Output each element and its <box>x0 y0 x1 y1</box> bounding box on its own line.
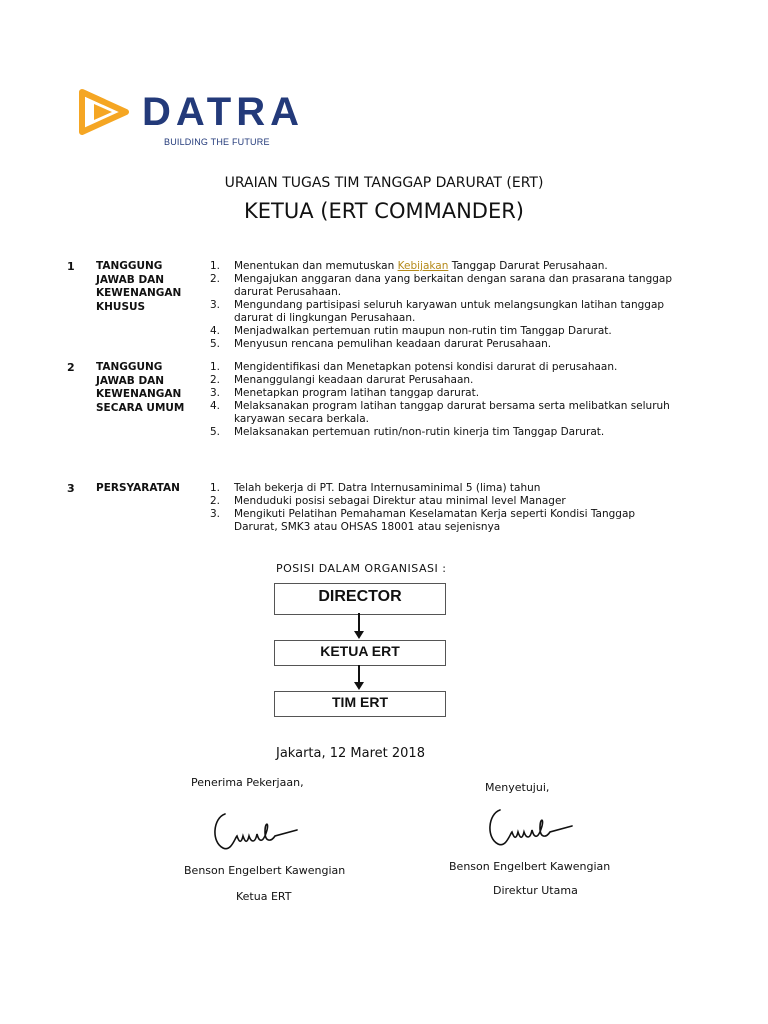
list-item <box>206 482 676 495</box>
list-item <box>206 299 676 325</box>
datra-logo-mark <box>76 88 136 136</box>
section-3-label: PERSYARATAN <box>96 482 180 494</box>
item-text: Mengundang partisipasi seluruh karyawan untuk melangsungkan latihan tanggap darurat di lingkungan Perusahaan. <box>234 299 665 324</box>
document-subtitle: URAIAN TUGAS TIM TANGGAP DARURAT (ERT) <box>224 175 544 191</box>
item-text: Menduduki posisi sebagai Direktur atau minimal level Manager <box>234 495 566 507</box>
right-signer-name: Benson Engelbert Kawengian <box>449 860 611 873</box>
section-2-label: TANGGUNG JAWAB DAN KEWENANGAN SECARA UMUM <box>96 361 185 414</box>
list-item <box>206 273 676 299</box>
logo-wordmark: DATRA <box>142 90 305 134</box>
list-item <box>206 361 676 374</box>
arrow-down-icon <box>354 631 364 639</box>
item-number: 3. <box>210 508 221 520</box>
item-number: 5. <box>210 426 221 438</box>
list-item <box>206 495 676 508</box>
section-1-number: 1 <box>67 260 75 273</box>
item-number: 3. <box>210 299 221 311</box>
document-title: KETUA (ERT COMMANDER) <box>243 199 525 223</box>
list-item <box>206 260 676 273</box>
item-text: Melaksanakan pertemuan rutin/non-rutin kinerja tim Tanggap Darurat. <box>234 426 605 438</box>
item-text: Telah bekerja di PT. Datra Internusaminimal 5 (lima) tahun <box>234 482 541 494</box>
org-box-tim-ert: TIM ERT <box>274 691 446 717</box>
list-item <box>206 387 676 400</box>
right-signature-heading: Menyetujui, <box>485 781 550 794</box>
left-signer-role: Ketua ERT <box>236 890 292 903</box>
list-item <box>206 338 676 351</box>
item-number: 1. <box>210 361 221 373</box>
item-text: Melaksanakan program latihan tanggap darurat bersama serta melibatkan seluruh karyawan secara berkala. <box>234 400 670 425</box>
item-text: Menyusun rencana pemulihan keadaan darurat Perusahaan. <box>234 338 552 350</box>
item-text: Tanggap Darurat Perusahaan. <box>448 260 608 272</box>
list-item <box>206 508 676 534</box>
org-box-director: DIRECTOR <box>274 583 446 615</box>
list-item <box>206 374 676 387</box>
left-signer-name: Benson Engelbert Kawengian <box>184 864 346 877</box>
item-number: 1. <box>210 482 221 494</box>
section-3-number: 3 <box>67 482 75 495</box>
org-box-ketua-ert: KETUA ERT <box>274 640 446 666</box>
section-1-label: TANGGUNG JAWAB DAN KEWENANGAN KHUSUS <box>96 260 182 313</box>
left-signature-heading: Penerima Pekerjaan, <box>191 776 304 789</box>
item-number: 2. <box>210 374 221 386</box>
section-2-list <box>206 361 676 439</box>
item-text: Mengidentifikasi dan Menetapkan potensi kondisi darurat di perusahaan. <box>234 361 618 373</box>
logo-tagline: BUILDING THE FUTURE <box>164 137 270 147</box>
list-item <box>206 325 676 338</box>
item-number: 3. <box>210 387 221 399</box>
list-item <box>206 426 676 439</box>
section-2-number: 2 <box>67 361 75 374</box>
section-3-list <box>206 482 676 534</box>
org-arrow-line <box>358 613 360 632</box>
company-logo <box>76 88 306 152</box>
item-text: Menetapkan program latihan tanggap darurat. <box>234 387 480 399</box>
item-text: Menjadwalkan pertemuan rutin maupun non-rutin tim Tanggap Darurat. <box>234 325 612 337</box>
org-arrow-line <box>358 665 360 683</box>
item-text: Mengajukan anggaran dana yang berkaitan dengan sarana dan prasarana tanggap darurat Perusahaan. <box>234 273 673 298</box>
item-number: 4. <box>210 400 221 412</box>
left-signature-image <box>205 808 305 854</box>
item-number: 5. <box>210 338 221 350</box>
item-text: Menentukan dan memutuskan <box>234 260 398 272</box>
item-number: 4. <box>210 325 221 337</box>
item-number: 2. <box>210 495 221 507</box>
item-text: Menanggulangi keadaan darurat Perusahaan. <box>234 374 474 386</box>
right-signer-role: Direktur Utama <box>493 884 578 897</box>
arrow-down-icon <box>354 682 364 690</box>
signing-date: Jakarta, 12 Maret 2018 <box>276 746 425 761</box>
item-number: 2. <box>210 273 221 285</box>
item-number: 1. <box>210 260 221 272</box>
list-item <box>206 400 676 426</box>
item-text: Mengikuti Pelatihan Pemahaman Keselamatan Kerja seperti Kondisi Tanggap Darurat, SMK3 atau OHSAS 18001 atau sejenisnya <box>234 508 636 533</box>
section-1-list <box>206 260 676 351</box>
right-signature-image <box>480 804 580 850</box>
org-chart-label: POSISI DALAM ORGANISASI : <box>276 562 447 575</box>
kebijakan-link[interactable]: Kebijakan <box>397 260 449 272</box>
